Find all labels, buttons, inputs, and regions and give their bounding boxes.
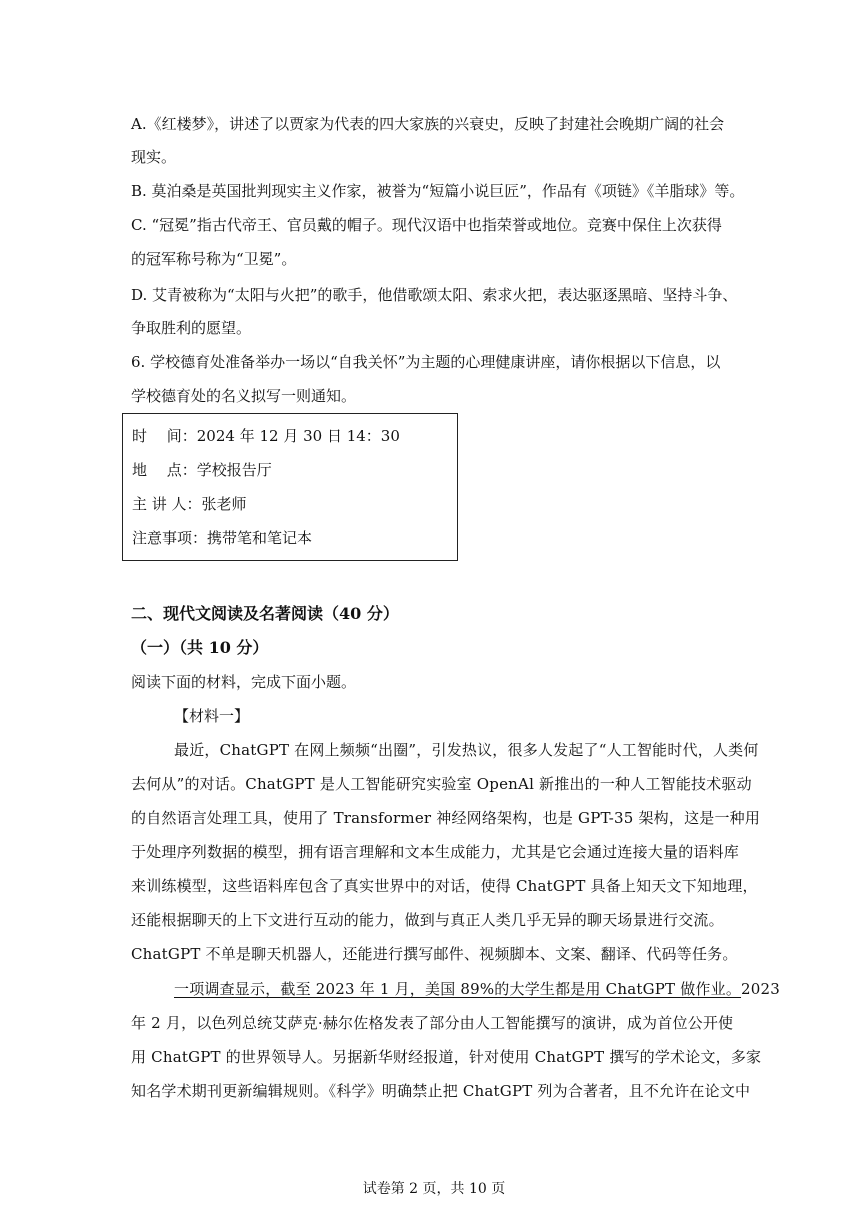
paragraph1-line6: 还能根据聊天的上下文进行互动的能力，做到与真正人类几乎无异的聊天场景进行交流。	[131, 911, 724, 929]
option-c-line1: C. “冠冕”指古代帝王、官员戴的帽子。现代汉语中也指荣誉或地位。竞赛中保住上次获得	[131, 216, 722, 234]
option-d-line2: 争取胜利的愿望。	[131, 319, 252, 337]
material-label: 【材料一】	[174, 707, 250, 725]
paragraph1-line1: 最近，ChatGPT 在网上频频“出圈”，引发热议，很多人发起了“人工智能时代，人类何	[174, 741, 759, 759]
paragraph1-line2: 去何从”的对话。ChatGPT 是人工智能研究实验室 OpenAl 新推出的一种人工智能技术驱动	[131, 775, 752, 793]
paragraph1-line3: 的自然语言处理工具，使用了 Transformer 神经网络架构，也是 GPT-35 架构，这是一种用	[131, 809, 761, 827]
question-6-line1: 6. 学校德育处准备举办一场以“自我关怀”为主题的心理健康讲座，请你根据以下信息，以	[131, 353, 721, 371]
notice-place: 地 点：学校报告厅	[132, 461, 272, 479]
notice-speaker: 主 讲 人：张老师	[132, 495, 247, 513]
paragraph2-line3: 用 ChatGPT 的世界领导人。另据新华财经报道，针对使用 ChatGPT 撰写的学术论文，多家	[131, 1048, 762, 1066]
option-a-line1: A.《红楼梦》，讲述了以贾家为代表的四大家族的兴衰史，反映了封建社会晚期广阔的社会	[131, 115, 725, 133]
notice-info-box	[122, 413, 458, 561]
paragraph2-line4: 知名学术期刊更新编辑规则。《科学》明确禁止把 ChatGPT 列为合著者，且不允许在论文中	[131, 1082, 751, 1100]
option-b-line1: B. 莫泊桑是英国批判现实主义作家，被誉为“短篇小说巨匠”，作品有《项链》《羊脂球》等。	[131, 182, 745, 200]
notice-time: 时 间：2024 年 12 月 30 日 14：30	[132, 427, 400, 445]
underlined-sentence: 一项调查显示，截至 2023 年 1 月，美国 89%的大学生都是用 ChatGPT 做作业。	[174, 980, 742, 998]
paragraph2-line2: 年 2 月，以色列总统艾萨克·赫尔佐格发表了部分由人工智能撰写的演讲，成为首位公开使	[131, 1014, 734, 1032]
paragraph2-year: 2023	[741, 980, 781, 998]
paragraph1-line7: ChatGPT 不单是聊天机器人，还能进行撰写邮件、视频脚本、文案、翻译、代码等任务。	[131, 945, 738, 963]
option-a-line2: 现实。	[131, 148, 177, 166]
reading-instruction: 阅读下面的材料，完成下面小题。	[131, 673, 357, 691]
paragraph2-line1	[174, 979, 780, 999]
page-footer: 试卷第 2 页，共 10 页	[362, 1181, 506, 1197]
paragraph1-line5: 来训练模型，这些语料库包含了真实世界中的对话，使得 ChatGPT 具备上知天文下知地理，	[131, 877, 758, 895]
option-d-line1: D. 艾青被称为“太阳与火把”的歌手，他借歌颂太阳、索求火把，表达驱逐黑暗、坚持斗争、	[131, 286, 738, 304]
notice-notes: 注意事项：携带笔和笔记本	[132, 529, 313, 547]
subsection-heading: （一）（共 10 分）	[131, 638, 269, 657]
question-6-line2: 学校德育处的名义拟写一则通知。	[131, 387, 357, 405]
paragraph1-line4: 于处理序列数据的模型，拥有语言理解和文本生成能力，尤其是它会通过连接大量的语料库	[131, 843, 740, 861]
option-c-line2: 的冠军称号称为“卫冕”。	[131, 250, 297, 268]
section-heading: 二、现代文阅读及名著阅读（40 分）	[131, 604, 399, 623]
